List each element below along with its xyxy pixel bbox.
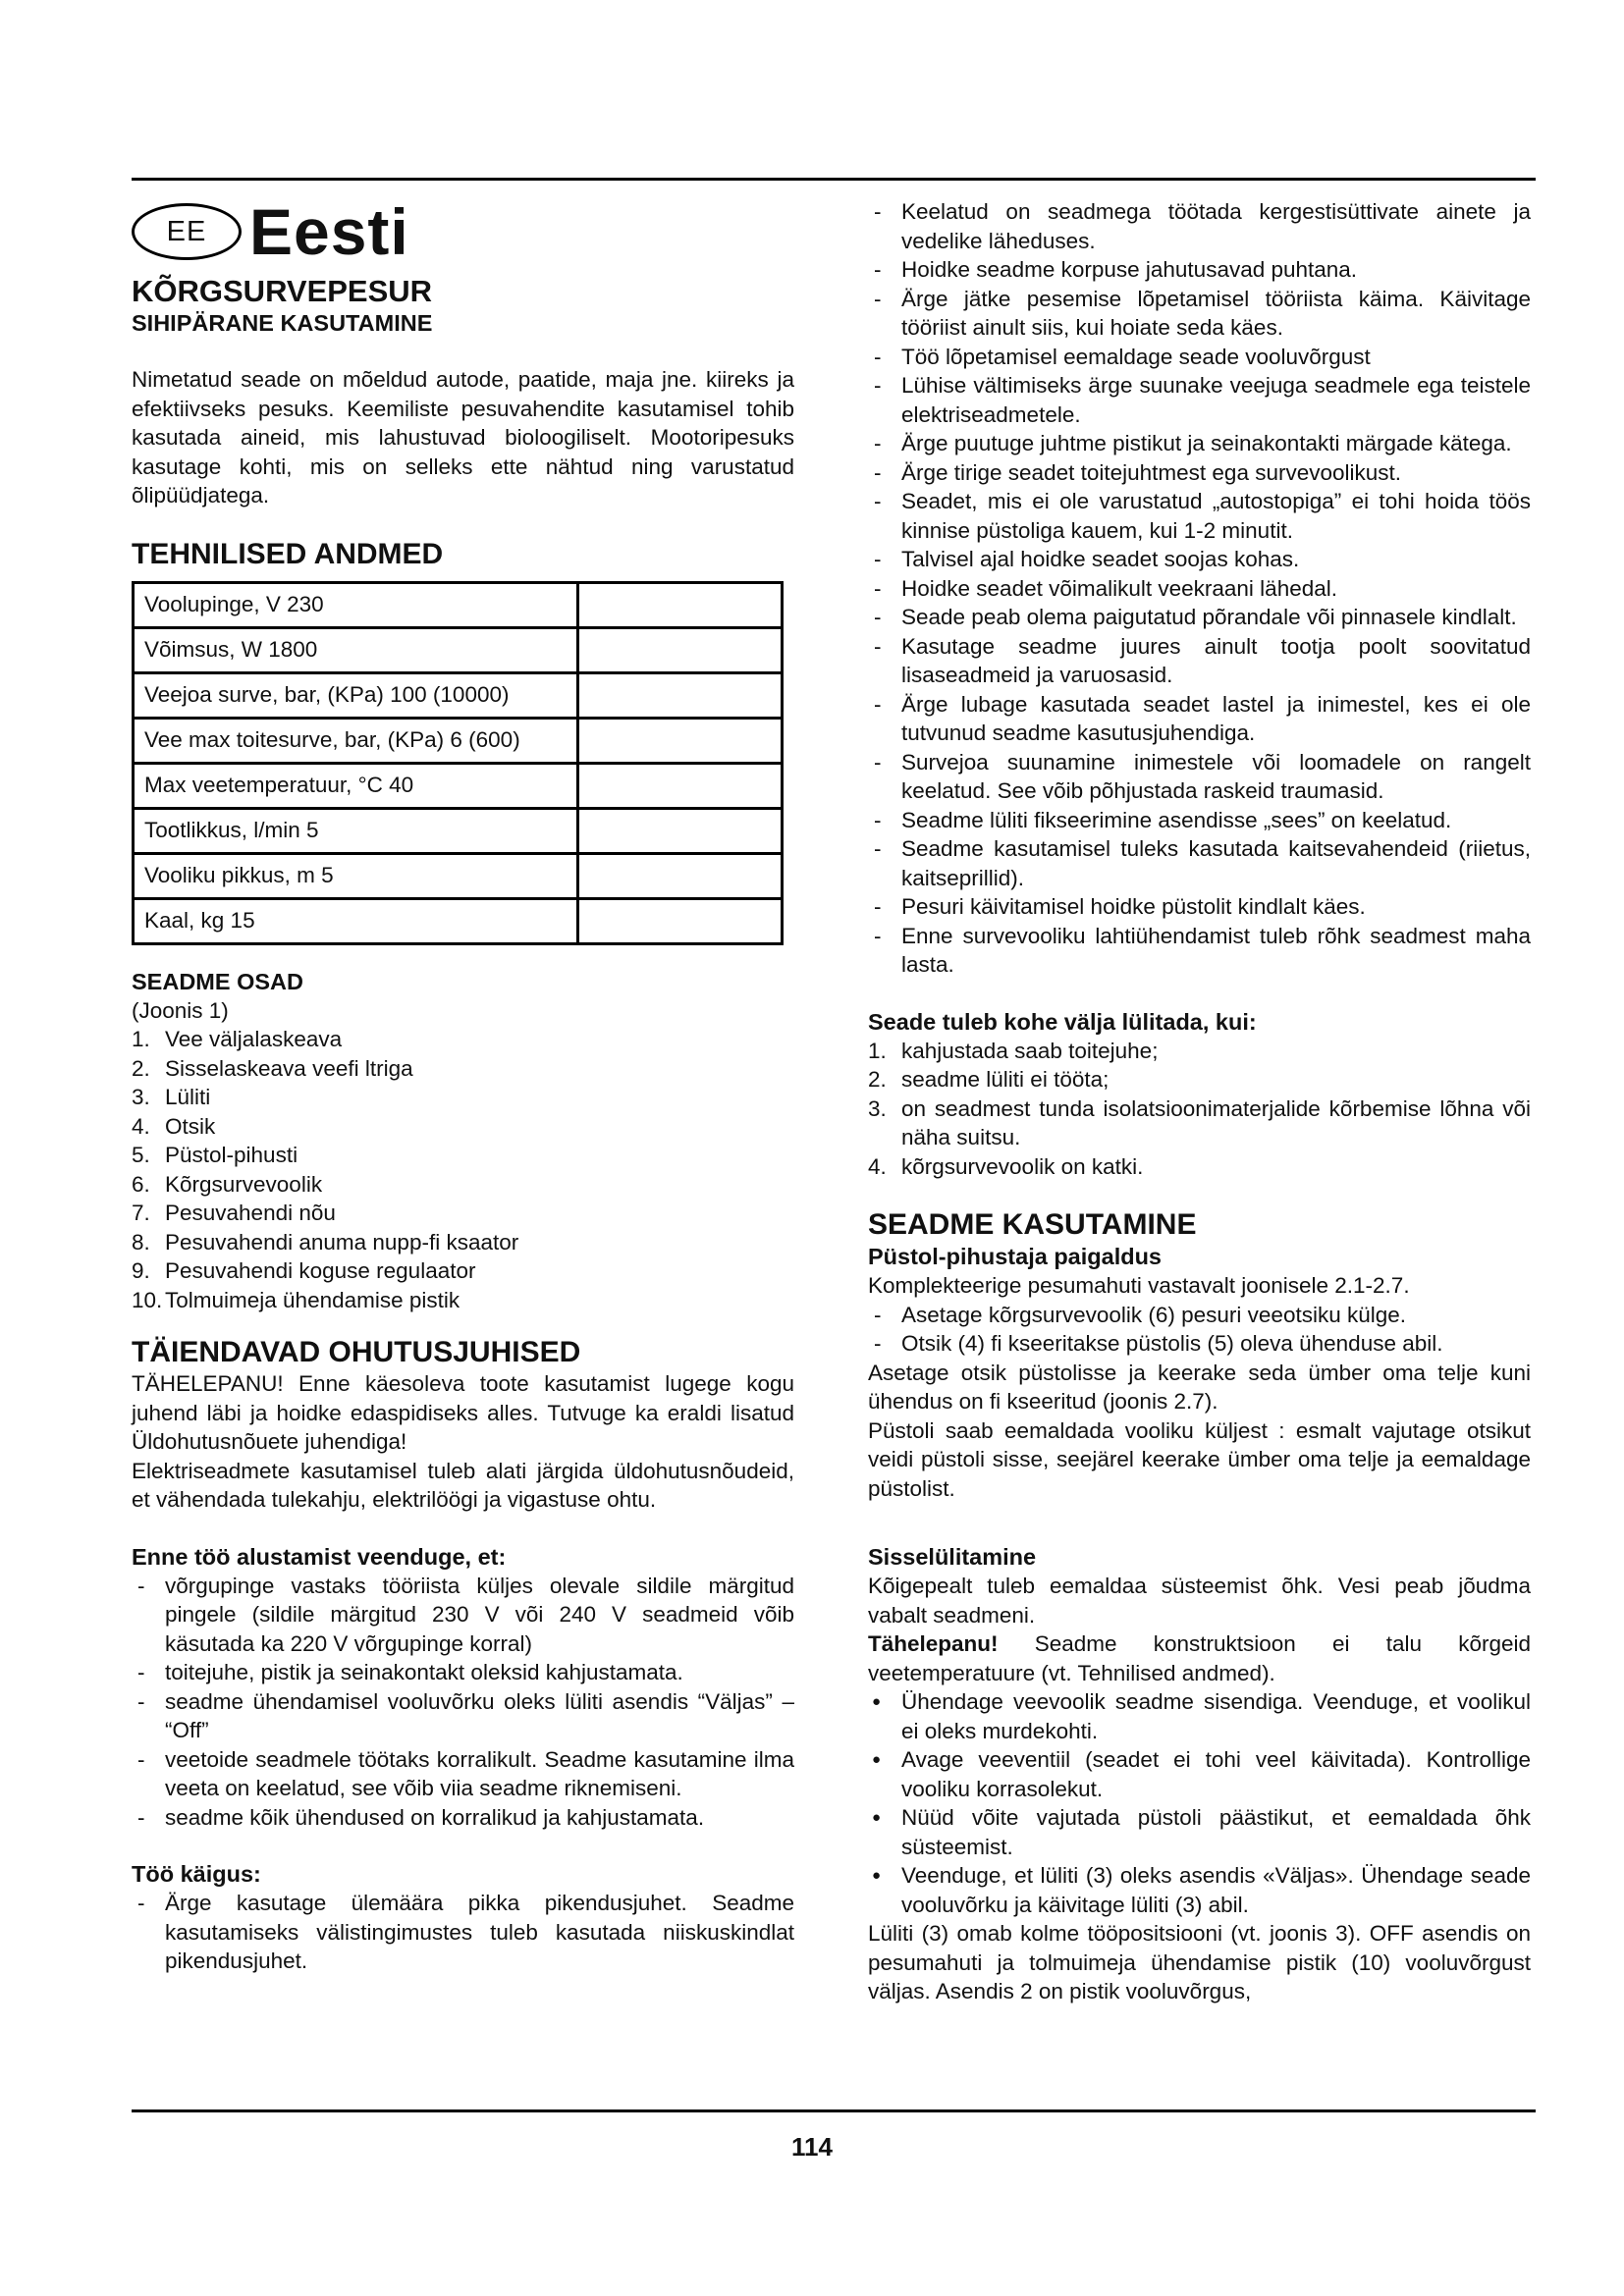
switch-off-text: kahjustada saab toitejuhe; <box>901 1038 1159 1063</box>
gun-step-item: - Asetage kõrgsurvevoolik (6) pesuri veeotsiku külge. <box>868 1301 1531 1330</box>
parts-list-item <box>132 1256 794 1286</box>
switch-on-heading: Sisselülitamine <box>868 1544 1037 1570</box>
tech-data-label: Tootlikkus, l/min 5 <box>134 808 578 853</box>
parts-list <box>132 1025 794 1314</box>
attention-text: Seadme konstruktsioon ei talu kõrgeid veetemperatuure (vt. Tehnilised andmed). <box>868 1631 1531 1685</box>
parts-item-label: Otsik <box>165 1113 216 1139</box>
tech-data-value-cell <box>578 808 783 853</box>
tech-data-label: Võimsus, W 1800 <box>134 627 578 672</box>
section-heading-safety: TÄIENDAVAD OHUTUSJUHISED <box>132 1336 581 1368</box>
parts-item-number: 5. <box>132 1143 150 1167</box>
country-badge: EE <box>132 203 242 260</box>
switch-on-paragraph-2 <box>868 1629 1531 1687</box>
tech-data-label: Vooliku pikkus, m 5 <box>134 853 578 898</box>
tech-data-row <box>134 853 783 898</box>
tech-data-value-cell <box>578 853 783 898</box>
safety-rule-item: - Seadme lüliti fikseerimine asendisse „sees” on keelatud. <box>868 806 1531 835</box>
safety-paragraph-2: Elektriseadmete kasutamisel tuleb alati järgida üldohutusnõudeid, et vähendada tulekahju, elektrilöögi ja vigastuse ohtu. <box>132 1458 794 1512</box>
section-heading-tech-data: TEHNILISED ANDMED <box>132 537 444 570</box>
parts-item-number: 8. <box>132 1229 150 1255</box>
before-work-item: - seadme kõik ühendused on korralikud ja kahjustamata. <box>132 1803 794 1833</box>
safety-paragraph-1: TÄHELEPANU! Enne käesoleva toote kasutamist lugege kogu juhend läbi ja hoidke edaspidiseks alles. Tutvuge ka eraldi lisatud Üldohutusnõuete juhendiga! <box>132 1371 794 1454</box>
switch-off-item <box>868 1152 1531 1182</box>
language-title: Eesti <box>249 195 409 268</box>
safety-rule-item: - Ärge lubage kasutada seadet lastel ja inimestel, kes ei ole tutvunud seadme kasutusjuhendiga. <box>868 690 1531 748</box>
tech-data-table <box>132 581 784 945</box>
parts-item-label: Pesuvahendi anuma nupp-fi ksaator <box>165 1229 519 1255</box>
switch-off-number: 4. <box>868 1153 887 1179</box>
switch-on-bullet: ● Ühendage veevoolik seadme sisendiga. Veenduge, et voolikul ei oleks murdekohti. <box>868 1687 1531 1745</box>
before-work-item: - seadme ühendamisel vooluvõrku oleks lüliti asendis “Väljas” – “Off” <box>132 1687 794 1745</box>
safety-rule-item: - Hoidke seadme korpuse jahutusavad puhtana. <box>868 255 1531 285</box>
parts-item-number: 1. <box>132 1027 150 1051</box>
switch-off-number: 2. <box>868 1067 887 1092</box>
left-column <box>132 194 794 1976</box>
top-rule <box>132 178 1536 181</box>
parts-list-item <box>132 1083 794 1112</box>
parts-item-label: Kõrgsurvevoolik <box>165 1171 323 1197</box>
tech-data-value-cell <box>578 898 783 943</box>
switch-off-item <box>868 1095 1531 1152</box>
tech-data-label: Voolupinge, V 230 <box>134 582 578 627</box>
language-logo <box>132 194 794 269</box>
section-heading-usage: SEADME KASUTAMINE <box>868 1208 1197 1241</box>
tech-data-row <box>134 898 783 943</box>
switch-on-bullet: ● Veenduge, et lüliti (3) oleks asendis «Väljas». Ühendage seade vooluvõrku ja käivitage lüliti (3) abil. <box>868 1861 1531 1919</box>
parts-item-number: 7. <box>132 1201 150 1225</box>
gun-paragraph-3: Püstoli saab eemaldada vooliku küljest : esmalt vajutage otsikut veidi püstoli sisse, seejärel keerake ümber oma telje ja eemaldage püstolist. <box>868 1417 1531 1501</box>
parts-item-number: 6. <box>132 1171 150 1197</box>
gun-steps-list <box>868 1301 1531 1359</box>
tech-data-row <box>134 763 783 808</box>
parts-item-label: Pesuvahendi koguse regulaator <box>165 1258 476 1283</box>
safety-rule-item: - Pesuri käivitamisel hoidke püstolit kindlalt käes. <box>868 892 1531 922</box>
safety-rule-item: - Ärge puutuge juhtme pistikut ja seinakontakti märgade kätega. <box>868 429 1531 458</box>
tech-data-value-cell <box>578 672 783 718</box>
safety-rule-item: - Hoidke seadet võimalikult veekraani lähedal. <box>868 574 1531 604</box>
safety-rule-item: - Ärge tirige seadet toitejuhtmest ega survevoolikust. <box>868 458 1531 488</box>
attention-label: Tähelepanu! <box>868 1631 999 1656</box>
switch-off-heading: Seade tuleb kohe välja lülitada, kui: <box>868 1008 1257 1035</box>
switch-off-text: on seadmest tunda isolatsioonimaterjalide kõrbemise lõhna või näha suitsu. <box>901 1095 1531 1149</box>
parts-item-number: 2. <box>132 1055 150 1081</box>
safety-rules-list <box>868 197 1531 980</box>
tech-data-row <box>134 718 783 763</box>
safety-rule-item: - Lühise vältimiseks ärge suunake veejuga seadmele ega teistele elektriseadmetele. <box>868 371 1531 429</box>
safety-rule-item: - Talvisel ajal hoidke seadet soojas kohas. <box>868 545 1531 574</box>
tech-data-label: Veejoa surve, bar, (KPa) 100 (10000) <box>134 672 578 718</box>
bottom-rule <box>132 2109 1536 2112</box>
during-work-item: - Ärge kasutage ülemäära pikka pikendusjuhet. Seadme kasutamiseks välistingimustes tuleb kasutada niiskuskindlat pikendusjuhet. <box>132 1889 794 1976</box>
tech-data-row <box>134 672 783 718</box>
switch-off-number: 1. <box>868 1038 887 1063</box>
switch-off-number: 3. <box>868 1095 887 1121</box>
tech-data-row <box>134 808 783 853</box>
before-work-item: - toitejuhe, pistik ja seinakontakt oleksid kahjustamata. <box>132 1658 794 1687</box>
safety-rule-item: - Ärge jätke pesemise lõpetamisel tööriista käima. Käivitage tööriist ainult siis, kui hoiate seda käes. <box>868 285 1531 343</box>
tech-data-value-cell <box>578 627 783 672</box>
tech-data-label: Kaal, kg 15 <box>134 898 578 943</box>
page-number: 114 <box>791 2132 833 2162</box>
safety-rule-item: - Seadme kasutamisel tuleks kasutada kaitsevahendeid (riietus, kaitseprillid). <box>868 834 1531 892</box>
parts-list-item <box>132 1199 794 1228</box>
parts-item-label: Sisselaskeava veefi ltriga <box>165 1055 413 1081</box>
switch-off-item <box>868 1037 1531 1066</box>
parts-list-item <box>132 1025 794 1054</box>
parts-item-label: Püstol-pihusti <box>165 1143 298 1167</box>
switch-on-paragraph-3: Lüliti (3) omab kolme tööpositsiooni (vt. joonis 3). OFF asendis on pesumahuti ja tolmuimeja ühendamise pistik (10) vooluvõrgust väljas. Asendis 2 on pistik vooluvõrgus, <box>868 1921 1531 2003</box>
switch-on-bullets <box>868 1687 1531 1919</box>
parts-list-item <box>132 1112 794 1142</box>
safety-rule-item: - Enne survevooliku lahtiühendamist tuleb rõhk seadmest maha lasta. <box>868 922 1531 980</box>
right-column <box>868 197 1531 2006</box>
parts-item-number: 3. <box>132 1085 150 1109</box>
safety-rule-item: - Kasutage seadme juures ainult tootja poolt soovitatud lisaseadmeid ja varuosasid. <box>868 632 1531 690</box>
parts-list-item <box>132 1170 794 1200</box>
before-work-heading: Enne töö alustamist veenduge, et: <box>132 1543 507 1570</box>
section-heading-intended-use: SIHIPÄRANE KASUTAMINE <box>132 310 433 336</box>
gun-paragraph-1: Komplekteerige pesumahuti vastavalt joonisele 2.1-2.7. <box>868 1273 1410 1298</box>
parts-note: (Joonis 1) <box>132 997 229 1023</box>
during-work-heading: Töö käigus: <box>132 1861 261 1887</box>
switch-off-item <box>868 1065 1531 1095</box>
safety-rule-item: - Keelatud on seadmega töötada kergestisüttivate ainete ja vedelike läheduses. <box>868 197 1531 255</box>
switch-on-paragraph-1: Kõigepealt tuleb eemaldaa süsteemist õhk. Vesi peab jõudma vabalt seadmeni. <box>868 1574 1531 1628</box>
before-work-item: - veetoide seadmele töötaks korralikult. Seadme kasutamine ilma veeta on keelatud, see võib viia seadme riknemiseni. <box>132 1745 794 1803</box>
switch-off-list <box>868 1037 1531 1182</box>
product-title: KÕRGSURVEPESUR <box>132 274 433 308</box>
during-work-list <box>132 1889 794 1976</box>
tech-data-value-cell <box>578 582 783 627</box>
parts-item-number: 10. <box>132 1287 163 1312</box>
gun-paragraph-2: Asetage otsik püstolisse ja keerake seda ümber oma telje kuni ühendus on fi kseeritud (joonis 2.7). <box>868 1360 1531 1414</box>
intro-paragraph: Nimetatud seade on mõeldud autode, paatide, maja jne. kiireks ja efektiivseks pesuks. Keemiliste pesuvahendite kasutamisel tohib kasutada aineid, mis lahustuvad bioloogiliselt. Mootoripesuks kasutage kohti, mis on selleks ette nähtud ning varustatud õlipüüdjatega. <box>132 367 794 507</box>
parts-list-item <box>132 1054 794 1084</box>
tech-data-label: Max veetemperatuur, °C 40 <box>134 763 578 808</box>
safety-rule-item: - Seadet, mis ei ole varustatud „autostopiga” ei tohi hoida töös kinnise püstoliga kauem, kui 1-2 minutit. <box>868 487 1531 545</box>
switch-on-bullet: ● Avage veeventiil (seadet ei tohi veel käivitada). Kontrollige vooliku korrasolekut. <box>868 1745 1531 1803</box>
tech-data-row <box>134 627 783 672</box>
parts-item-label: Vee väljalaskeava <box>165 1027 343 1051</box>
before-work-item: - võrgupinge vastaks tööriista küljes olevale sildile märgitud pingele (sildile märgitud 230 V või 240 V seadmeid võib käsutada ka 220 V võrgupinge korral) <box>132 1572 794 1659</box>
tech-data-label: Vee max toitesurve, bar, (KPa) 6 (600) <box>134 718 578 763</box>
parts-item-number: 4. <box>132 1113 150 1139</box>
parts-list-item <box>132 1141 794 1170</box>
safety-rule-item: - Survejoa suunamine inimestele või loomadele on rangelt keelatud. See võib põhjustada raskeid traumasid. <box>868 748 1531 806</box>
parts-item-label: Lüliti <box>165 1085 211 1109</box>
switch-off-text: kõrgsurvevoolik on katki. <box>901 1153 1144 1179</box>
tech-data-value-cell <box>578 718 783 763</box>
gun-assembly-heading: Püstol-pihustaja paigaldus <box>868 1244 1163 1269</box>
switch-on-bullet: ● Nüüd võite vajutada püstoli päästikut, et eemaldada õhk süsteemist. <box>868 1803 1531 1861</box>
parts-item-label: Tolmuimeja ühendamise pistik <box>165 1287 460 1312</box>
parts-list-item <box>132 1228 794 1257</box>
parts-item-number: 9. <box>132 1258 150 1283</box>
before-work-list <box>132 1572 794 1833</box>
gun-step-item: - Otsik (4) fi kseeritakse püstolis (5) oleva ühenduse abil. <box>868 1329 1531 1359</box>
section-heading-parts: SEADME OSAD <box>132 968 303 994</box>
switch-off-text: seadme lüliti ei tööta; <box>901 1067 1110 1092</box>
parts-list-item <box>132 1286 794 1315</box>
safety-rule-item: - Töö lõpetamisel eemaldage seade vooluvõrgust <box>868 343 1531 372</box>
parts-item-label: Pesuvahendi nõu <box>165 1201 336 1225</box>
tech-data-row <box>134 582 783 627</box>
tech-data-value-cell <box>578 763 783 808</box>
safety-rule-item: - Seade peab olema paigutatud põrandale või pinnasele kindlalt. <box>868 603 1531 632</box>
